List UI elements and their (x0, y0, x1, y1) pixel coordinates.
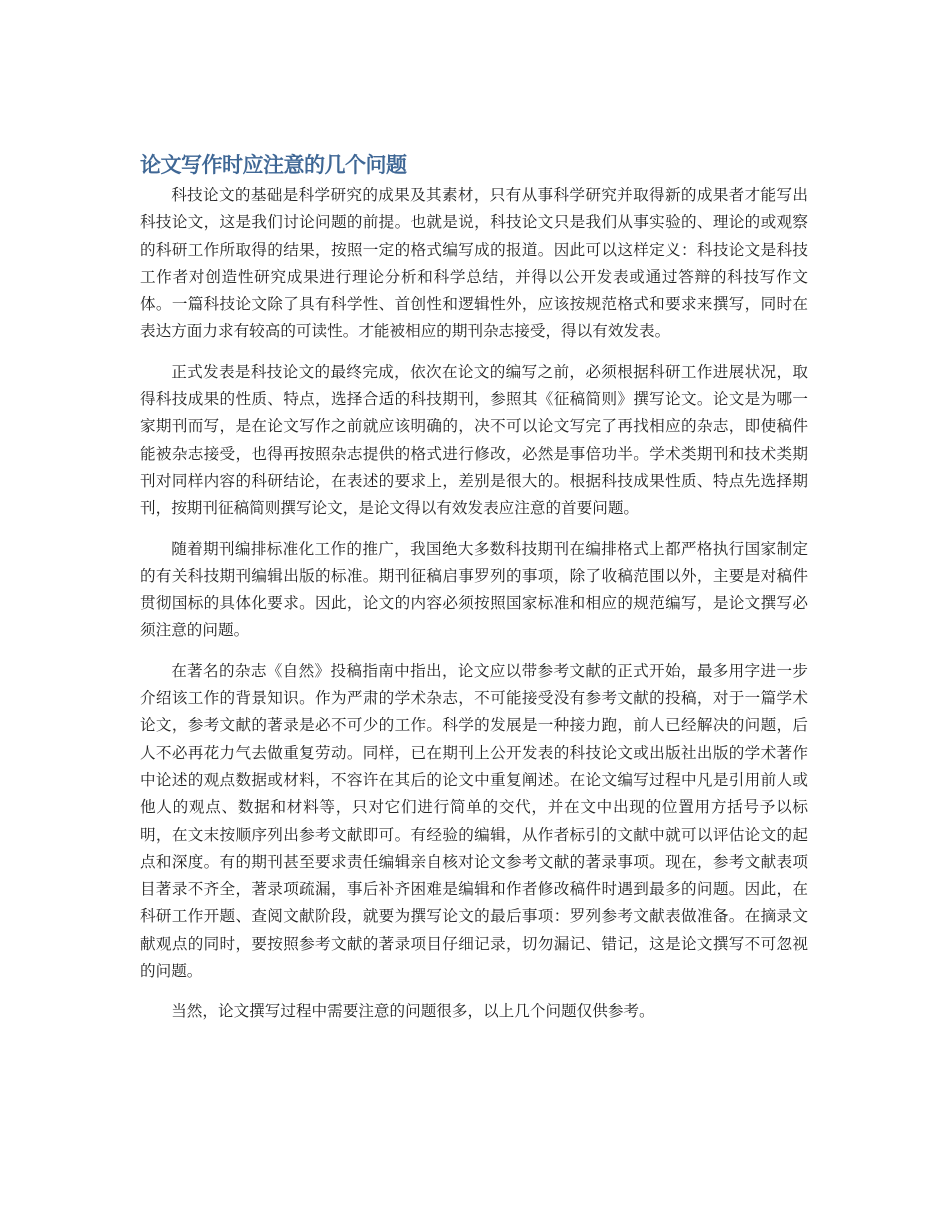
document-page (140, 148, 808, 1039)
document-title: 论文写作时应注意的几个问题 (140, 153, 407, 177)
paragraph-4: 在著名的杂志《自然》投稿指南中指出，论文应以带参考文献的正式开始，最多用字进一步介绍该工作的背景知识。作为严肃的学术杂志，不可能接受没有参考文献的投稿，对于一篇学术论文，参考文献的著录是必不可少的工作。科学的发展是一种接力跑，前人已经解决的问题，后人不必再花力气去做重复劳动。同样，已在期刊上公开发表的科技论文或出版社出版的学术著作中论述的观点数据或材料，不容许在其后的论文中重复阐述。在论文编写过程中凡是引用前人或他人的观点、数据和材料等，只对它们进行简单的交代，并在文中出现的位置用方括号予以标明，在文末按顺序列出参考文献即可。有经验的编辑，从作者标引的文献中就可以评估论文的起点和深度。有的期刊甚至要求责任编辑亲自核对论文参考文献的著录事项。现在，参考文献表项目著录不齐全，著录项疏漏，事后补齐困难是编辑和作者修改稿件时遇到最多的问题。因此，在科研工作开题、查阅文献阶段，就要为撰写论文的最后事项：罗列参考文献表做准备。在摘录文献观点的同时，要按照参考文献的著录项目仔细记录，切勿漏记、错记，这是论文撰写不可忽视的问题。 (140, 661, 808, 981)
paragraph-3: 随着期刊编排标准化工作的推广，我国绝大多数科技期刊在编排格式上都严格执行国家制定的有关科技期刊编辑出版的标准。期刊征稿启事罗列的事项，除了收稿范围以外，主要是对稿件贯彻国标的具体化要求。因此，论文的内容必须按照国家标准和相应的规范编写，是论文撰写必须注意的问题。 (140, 539, 808, 640)
paragraph-2: 正式发表是科技论文的最终完成，依次在论文的编写之前，必须根据科研工作进展状况，取得科技成果的性质、特点，选择合适的科技期刊，参照其《征稿简则》撰写论文。论文是为哪一家期刊而写，是在论文写作之前就应该明确的，决不可以论文写完了再找相应的杂志，即使稿件能被杂志接受，也得再按照杂志提供的格式进行修改，必然是事倍功半。学术类期刊和技术类期刊对同样内容的科研结论，在表述的要求上，差别是很大的。根据科技成果性质、特点先选择期刊，按期刊征稿简则撰写论文，是论文得以有效发表应注意的首要问题。 (140, 362, 808, 518)
paragraph-5: 当然，论文撰写过程中需要注意的问题很多，以上几个问题仅供参考。 (171, 1002, 655, 1021)
paragraph-1: 科技论文的基础是科学研究的成果及其素材，只有从事科学研究并取得新的成果者才能写出科技论文，这是我们讨论问题的前提。也就是说，科技论文只是我们从事实验的、理论的或观察的科研工作所取得的结果，按照一定的格式编写成的报道。因此可以这样定义：科技论文是科技工作者对创造性研究成果进行理论分析和科学总结，并得以公开发表或通过答辩的科技写作文体。一篇科技论文除了具有科学性、首创性和逻辑性外，应该按规范格式和要求来撰写，同时在表达方面力求有较高的可读性。才能被相应的期刊杂志接受，得以有效发表。 (140, 186, 808, 341)
